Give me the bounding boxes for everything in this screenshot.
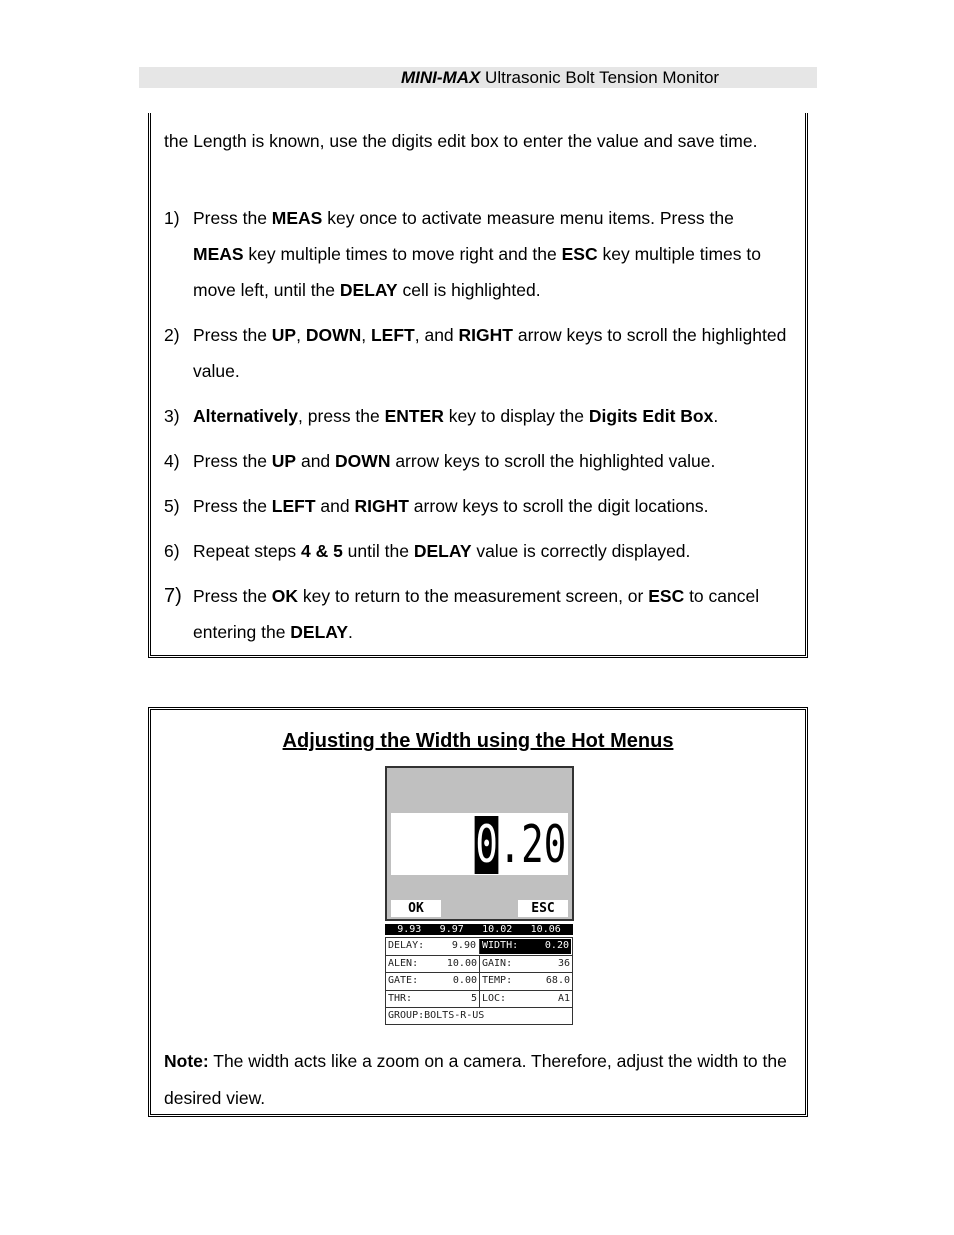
step-3: [164, 398, 789, 434]
digit-cursor: 0: [475, 815, 498, 875]
reading: 9.93: [397, 924, 422, 935]
note-text: The width acts like a zoom on a camera. Therefore, adjust the width to the desired view.: [164, 1051, 787, 1108]
instructions-box: [148, 113, 808, 658]
ok-softkey: OK: [391, 900, 441, 917]
step-2: [164, 317, 789, 389]
step-text: Repeat steps 4 & 5 until the DELAY value is correctly displayed.: [193, 541, 691, 561]
hot-menu-box: [148, 707, 808, 1117]
gain-cell: GAIN: 36: [479, 956, 572, 973]
menu-row: [386, 956, 572, 974]
step-text: Alternatively, press the ENTER key to display the Digits Edit Box.: [193, 406, 719, 426]
hot-menu-grid: [385, 937, 573, 1025]
device-screen: [385, 766, 575, 1022]
step-number: 2): [164, 325, 180, 345]
step-text: Press the UP and DOWN arrow keys to scroll the highlighted value.: [193, 451, 716, 471]
menu-row: [386, 1008, 572, 1026]
step-1: [164, 200, 789, 308]
step-number: 1): [164, 208, 180, 228]
step-number: 6): [164, 541, 180, 561]
value-rest: .20: [498, 815, 566, 875]
step-number: 5): [164, 496, 180, 516]
reading: 9.97: [439, 924, 464, 935]
step-5: [164, 488, 789, 524]
step-number: 7): [164, 585, 182, 607]
header-text: [401, 67, 719, 88]
reading: 10.06: [530, 924, 561, 935]
group-cell: GROUP:BOLTS-R-US: [388, 1010, 485, 1021]
menu-row: [386, 973, 572, 991]
gate-cell: GATE: 0.00: [388, 975, 477, 986]
step-6: [164, 533, 789, 569]
digits-edit-box: [385, 766, 574, 921]
reading: 10.02: [482, 924, 513, 935]
section-title: Adjusting the Width using the Hot Menus: [282, 730, 674, 752]
delay-cell: DELAY: 9.90: [388, 940, 476, 951]
menu-row: [386, 938, 572, 956]
temp-cell: TEMP: 68.0: [479, 973, 572, 990]
note-paragraph: [164, 1043, 794, 1117]
step-text: Press the MEAS key once to activate measure menu items. Press the MEAS key multiple times to move right and the ESC key multiple times to move left, until the DELAY cell is highlighted.: [193, 208, 761, 300]
page-header: [139, 67, 817, 88]
step-text: Press the LEFT and RIGHT arrow keys to scroll the digit locations.: [193, 496, 709, 516]
header-subtitle: Ultrasonic Bolt Tension Monitor: [480, 68, 720, 87]
step-text: Press the OK key to return to the measurement screen, or ESC to cancel entering the DELAY.: [193, 586, 760, 642]
menu-row: [386, 991, 572, 1009]
step-text: Press the UP, DOWN, LEFT, and RIGHT arrow keys to scroll the highlighted value.: [193, 325, 787, 381]
thr-cell: THR: 5: [388, 992, 477, 1004]
header-brand: MINI-MAX: [401, 68, 481, 87]
width-cell-selected: WIDTH: 0.20: [479, 939, 571, 954]
step-number: 3): [164, 406, 180, 426]
width-value: [474, 816, 566, 874]
step-4: [164, 443, 789, 479]
alen-cell: ALEN: 10.00: [388, 957, 477, 969]
value-display: [391, 813, 568, 875]
note-label: Note:: [164, 1051, 209, 1071]
step-number: 4): [164, 451, 180, 471]
loc-cell: LOC: A1: [479, 991, 572, 1008]
step-7: [164, 578, 789, 650]
esc-softkey: ESC: [518, 900, 568, 917]
intro-paragraph: the Length is known, use the digits edit box to enter the value and save time.: [164, 131, 758, 151]
readings-strip: [385, 924, 573, 935]
